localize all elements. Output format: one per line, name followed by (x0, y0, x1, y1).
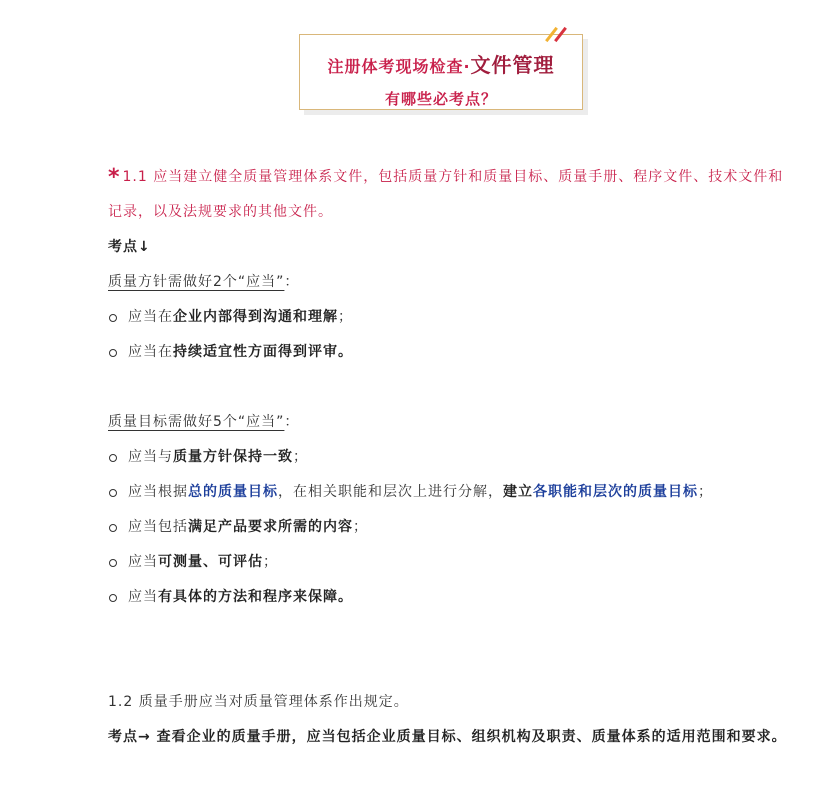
policy-heading (108, 265, 788, 300)
item-prefix: 应当根据 (128, 484, 188, 500)
list-item (108, 475, 788, 510)
kaodian-label: 考点↓ (108, 239, 151, 255)
circle-bullet-icon (109, 524, 117, 532)
circle-bullet-icon (109, 454, 117, 462)
item-prefix: 应当包括 (128, 519, 188, 535)
page-title (300, 49, 582, 78)
item-highlight: 各职能和层次的质量目标 (533, 484, 698, 500)
circle-bullet-icon (109, 349, 117, 357)
circle-bullet-icon (109, 594, 117, 602)
goal-heading-text: 质量目标需做好5个“应当” (108, 414, 285, 430)
item-emphasis: 质量方针保持一致 (173, 449, 293, 465)
section-1-1-body: 1.1 应当建立健全质量管理体系文件，包括质量方针和质量目标、质量手册、程序文件、技术文件和记录，以及法规要求的其他文件。 (108, 169, 784, 220)
item-suffix: ； (263, 554, 278, 570)
item-prefix: 应当 (128, 589, 158, 605)
goal-heading (108, 405, 788, 440)
spacer (108, 615, 788, 685)
title-card (299, 34, 583, 110)
policy-heading-text: 质量方针需做好2个“应当” (108, 274, 285, 290)
item-middle: ，在相关职能和层次上进行分解， (278, 484, 503, 500)
item-emphasis: 有具体的方法和程序来保障 (158, 589, 338, 605)
circle-bullet-icon (109, 314, 117, 322)
item-suffix: ； (353, 519, 368, 535)
item-suffix: 。 (338, 589, 353, 605)
item-emphasis: 企业内部得到沟通和理解 (173, 309, 338, 325)
section-1-1-text (108, 160, 788, 230)
item-suffix: ； (698, 484, 713, 500)
policy-heading-colon: ： (284, 274, 300, 290)
item-prefix: 应当在 (128, 344, 173, 360)
spacer (108, 370, 788, 405)
section-1-2-kaodian: 考点→ 查看企业的质量手册，应当包括企业质量目标、组织机构及职责、质量体系的适用范围和要求。 (108, 729, 787, 745)
item-highlight: 总的质量目标 (188, 484, 278, 500)
title-part2: 文件管理 (470, 53, 555, 77)
list-item (108, 300, 788, 335)
circle-bullet-icon (109, 489, 117, 497)
item-prefix: 应当在 (128, 309, 173, 325)
item-prefix: 应当 (128, 554, 158, 570)
title-part1: 注册体考现场检查· (327, 57, 471, 76)
list-item (108, 545, 788, 580)
list-item (108, 510, 788, 545)
article-body (108, 160, 788, 755)
list-item (108, 580, 788, 615)
item-emphasis: 可测量、可评估 (158, 554, 263, 570)
item-emphasis: 持续适宜性方面得到评审 (173, 344, 338, 360)
item-suffix: ； (338, 309, 353, 325)
goal-heading-colon: ： (284, 414, 300, 430)
page-subtitle: 有哪些必考点？ (384, 90, 497, 108)
item-emphasis: 满足产品要求所需的内容 (188, 519, 353, 535)
slash-decoration-icon (544, 26, 570, 42)
item-suffix: ； (293, 449, 308, 465)
section-1-2-text: 1.2 质量手册应当对质量管理体系作出规定。 (108, 694, 409, 710)
circle-bullet-icon (109, 559, 117, 567)
item-prefix: 应当与 (128, 449, 173, 465)
star-marker: * (108, 165, 121, 190)
item-emphasis: 建立 (503, 484, 533, 500)
list-item (108, 335, 788, 370)
item-suffix: 。 (338, 344, 353, 360)
list-item (108, 440, 788, 475)
